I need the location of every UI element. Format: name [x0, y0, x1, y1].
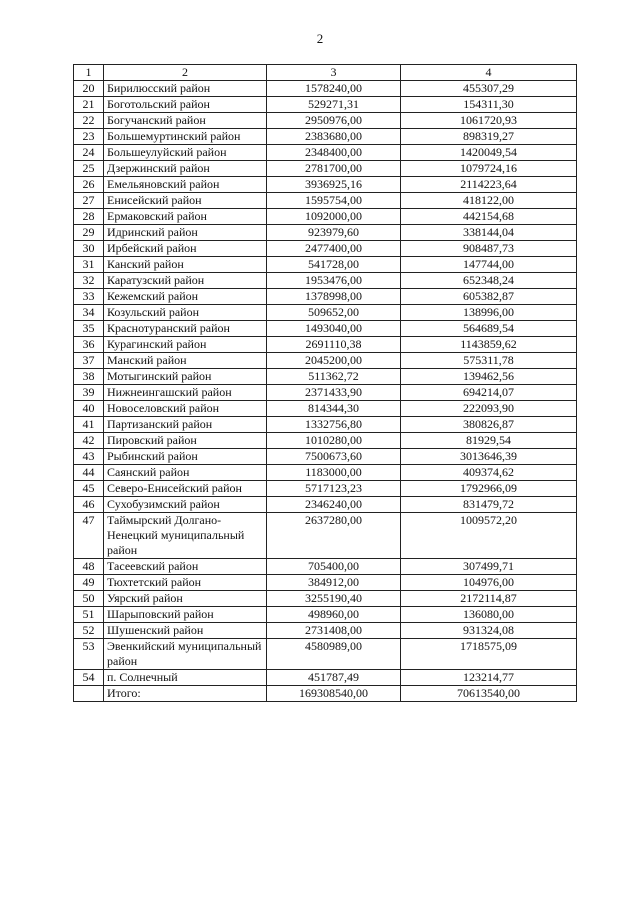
col4-value-cell: 138996,00 [401, 305, 577, 321]
number-cell: 20 [74, 81, 104, 97]
col4-value-cell: 222093,90 [401, 401, 577, 417]
district-name-cell: Курагинский район [104, 337, 267, 353]
number-cell: 29 [74, 225, 104, 241]
col3-value-cell: 2637280,00 [267, 513, 401, 559]
district-name-cell: Нижнеингашский район [104, 385, 267, 401]
col4-value-cell: 908487,73 [401, 241, 577, 257]
col3-value-cell: 2781700,00 [267, 161, 401, 177]
number-cell: 41 [74, 417, 104, 433]
district-name-cell: Мотыгинский район [104, 369, 267, 385]
district-name-cell: Емельяновский район [104, 177, 267, 193]
col3-value-cell: 1595754,00 [267, 193, 401, 209]
table-row [74, 497, 577, 513]
col3-value-cell: 7500673,60 [267, 449, 401, 465]
col3-value-cell: 814344,30 [267, 401, 401, 417]
number-cell: 23 [74, 129, 104, 145]
district-name-cell: Бирилюсский район [104, 81, 267, 97]
header-col-1: 1 [74, 65, 104, 81]
col4-value-cell: 2114223,64 [401, 177, 577, 193]
col3-value-cell: 2045200,00 [267, 353, 401, 369]
col4-value-cell: 81929,54 [401, 433, 577, 449]
number-cell: 31 [74, 257, 104, 273]
page-number: 2 [316, 31, 324, 46]
number-cell: 33 [74, 289, 104, 305]
header-col-2: 2 [104, 65, 267, 81]
col4-value-cell: 652348,24 [401, 273, 577, 289]
col3-value-cell: 705400,00 [267, 559, 401, 575]
number-cell: 47 [74, 513, 104, 559]
col4-value-cell: 898319,27 [401, 129, 577, 145]
number-cell: 30 [74, 241, 104, 257]
number-cell: 52 [74, 623, 104, 639]
col3-value-cell: 2691110,38 [267, 337, 401, 353]
col4-value-cell: 931324,08 [401, 623, 577, 639]
table-row [74, 623, 577, 639]
col4-value-cell: 380826,87 [401, 417, 577, 433]
col3-value-cell: 511362,72 [267, 369, 401, 385]
district-name-cell: Сухобузимский район [104, 497, 267, 513]
district-name-cell: п. Солнечный [104, 670, 267, 686]
table-row [74, 607, 577, 623]
col3-value-cell: 2731408,00 [267, 623, 401, 639]
col4-value-cell: 694214,07 [401, 385, 577, 401]
district-name-cell: Идринский район [104, 225, 267, 241]
district-name-cell: Канский район [104, 257, 267, 273]
number-cell: 51 [74, 607, 104, 623]
col4-value-cell: 147744,00 [401, 257, 577, 273]
district-name-cell: Рыбинский район [104, 449, 267, 465]
header-col-3: 3 [267, 65, 401, 81]
district-name-cell: Партизанский район [104, 417, 267, 433]
table-row [74, 433, 577, 449]
col4-value-cell: 455307,29 [401, 81, 577, 97]
col3-value-cell: 509652,00 [267, 305, 401, 321]
col3-value-cell: 3936925,16 [267, 177, 401, 193]
district-name-cell: Боготольский район [104, 97, 267, 113]
number-cell: 32 [74, 273, 104, 289]
number-cell: 48 [74, 559, 104, 575]
district-name-cell: Таймырский Долгано-Ненецкий муниципальный район [104, 513, 267, 559]
col3-value-cell: 2383680,00 [267, 129, 401, 145]
col4-value-cell: 136080,00 [401, 607, 577, 623]
district-name-cell: Шушенский район [104, 623, 267, 639]
district-name-cell: Кежемский район [104, 289, 267, 305]
col4-value-cell: 123214,77 [401, 670, 577, 686]
col3-value-cell: 498960,00 [267, 607, 401, 623]
col3-value-cell: 541728,00 [267, 257, 401, 273]
col3-value-cell: 2346240,00 [267, 497, 401, 513]
district-name-cell: Большемуртинский район [104, 129, 267, 145]
table-row [74, 401, 577, 417]
col3-value-cell: 451787,49 [267, 670, 401, 686]
number-cell: 49 [74, 575, 104, 591]
table-row [74, 113, 577, 129]
col4-value-cell: 1009572,20 [401, 513, 577, 559]
col3-value-cell: 529271,31 [267, 97, 401, 113]
col4-value-cell: 409374,62 [401, 465, 577, 481]
table-row [74, 161, 577, 177]
col3-value-cell: 2371433,90 [267, 385, 401, 401]
number-cell: 36 [74, 337, 104, 353]
table-row [74, 193, 577, 209]
table-row [74, 591, 577, 607]
col4-value-cell: 831479,72 [401, 497, 577, 513]
col3-value-cell: 4580989,00 [267, 639, 401, 670]
col4-value-cell: 575311,78 [401, 353, 577, 369]
number-cell: 42 [74, 433, 104, 449]
col4-value-cell: 605382,87 [401, 289, 577, 305]
district-name-cell: Манский район [104, 353, 267, 369]
number-cell: 21 [74, 97, 104, 113]
number-cell: 39 [74, 385, 104, 401]
table-row [74, 289, 577, 305]
district-name-cell: Краснотуранский район [104, 321, 267, 337]
col4-value-cell: 139462,56 [401, 369, 577, 385]
table-row [74, 353, 577, 369]
district-name-cell: Ермаковский район [104, 209, 267, 225]
table-row [74, 465, 577, 481]
col4-value-cell: 154311,30 [401, 97, 577, 113]
number-cell: 38 [74, 369, 104, 385]
district-name-cell: Тюхтетский район [104, 575, 267, 591]
col4-value-cell: 3013646,39 [401, 449, 577, 465]
district-name-cell: Эвенкийский муниципальный район [104, 639, 267, 670]
table-row [74, 513, 577, 559]
table-row [74, 209, 577, 225]
number-cell: 26 [74, 177, 104, 193]
table-row [74, 670, 577, 686]
col3-value-cell: 1010280,00 [267, 433, 401, 449]
col4-value-cell: 1718575,09 [401, 639, 577, 670]
table-row [74, 481, 577, 497]
col3-value-cell: 1332756,80 [267, 417, 401, 433]
table-body [74, 81, 577, 686]
col4-value-cell: 1420049,54 [401, 145, 577, 161]
district-name-cell: Новоселовский район [104, 401, 267, 417]
district-name-cell: Большеулуйский район [104, 145, 267, 161]
table-row [74, 337, 577, 353]
district-name-cell: Уярский район [104, 591, 267, 607]
total-col3-cell: 169308540,00 [267, 686, 401, 702]
number-cell: 22 [74, 113, 104, 129]
total-label-cell: Итого: [104, 686, 267, 702]
table-row [74, 225, 577, 241]
number-cell: 35 [74, 321, 104, 337]
col3-value-cell: 1953476,00 [267, 273, 401, 289]
number-cell: 46 [74, 497, 104, 513]
col3-value-cell: 5717123,23 [267, 481, 401, 497]
table-row [74, 417, 577, 433]
table-row [74, 575, 577, 591]
district-name-cell: Козульский район [104, 305, 267, 321]
table-row [74, 129, 577, 145]
col4-value-cell: 1143859,62 [401, 337, 577, 353]
number-cell: 25 [74, 161, 104, 177]
col3-value-cell: 2950976,00 [267, 113, 401, 129]
district-name-cell: Саянский район [104, 465, 267, 481]
table-row [74, 241, 577, 257]
col3-value-cell: 3255190,40 [267, 591, 401, 607]
col4-value-cell: 442154,68 [401, 209, 577, 225]
table-row [74, 305, 577, 321]
col4-value-cell: 338144,04 [401, 225, 577, 241]
col4-value-cell: 1792966,09 [401, 481, 577, 497]
number-cell: 24 [74, 145, 104, 161]
col4-value-cell: 1061720,93 [401, 113, 577, 129]
table-row [74, 559, 577, 575]
district-name-cell: Тасеевский район [104, 559, 267, 575]
number-cell: 54 [74, 670, 104, 686]
district-name-cell: Каратузский район [104, 273, 267, 289]
header-row [74, 65, 577, 81]
col4-value-cell: 418122,00 [401, 193, 577, 209]
header-col-4: 4 [401, 65, 577, 81]
table-row [74, 273, 577, 289]
total-number-cell [74, 686, 104, 702]
col4-value-cell: 564689,54 [401, 321, 577, 337]
table-row [74, 97, 577, 113]
table-row [74, 81, 577, 97]
number-cell: 43 [74, 449, 104, 465]
table-row [74, 145, 577, 161]
district-name-cell: Шарыповский район [104, 607, 267, 623]
table-row [74, 449, 577, 465]
district-name-cell: Пировский район [104, 433, 267, 449]
total-row [74, 686, 577, 702]
number-cell: 37 [74, 353, 104, 369]
table-footer [74, 686, 577, 702]
table-header [74, 65, 577, 81]
col3-value-cell: 2348400,00 [267, 145, 401, 161]
number-cell: 53 [74, 639, 104, 670]
allocation-table [73, 64, 577, 702]
table-row [74, 639, 577, 670]
number-cell: 34 [74, 305, 104, 321]
col3-value-cell: 1378998,00 [267, 289, 401, 305]
col4-value-cell: 1079724,16 [401, 161, 577, 177]
col3-value-cell: 1183000,00 [267, 465, 401, 481]
table-row [74, 321, 577, 337]
table-row [74, 257, 577, 273]
number-cell: 50 [74, 591, 104, 607]
col4-value-cell: 2172114,87 [401, 591, 577, 607]
col3-value-cell: 923979,60 [267, 225, 401, 241]
table-row [74, 177, 577, 193]
district-name-cell: Ирбейский район [104, 241, 267, 257]
col3-value-cell: 1092000,00 [267, 209, 401, 225]
total-col4-cell: 70613540,00 [401, 686, 577, 702]
number-cell: 28 [74, 209, 104, 225]
district-name-cell: Енисейский район [104, 193, 267, 209]
col3-value-cell: 2477400,00 [267, 241, 401, 257]
table-row [74, 369, 577, 385]
district-name-cell: Богучанский район [104, 113, 267, 129]
number-cell: 40 [74, 401, 104, 417]
table-row [74, 385, 577, 401]
number-cell: 45 [74, 481, 104, 497]
number-cell: 44 [74, 465, 104, 481]
col3-value-cell: 384912,00 [267, 575, 401, 591]
col3-value-cell: 1493040,00 [267, 321, 401, 337]
col3-value-cell: 1578240,00 [267, 81, 401, 97]
col4-value-cell: 104976,00 [401, 575, 577, 591]
district-name-cell: Северо-Енисейский район [104, 481, 267, 497]
col4-value-cell: 307499,71 [401, 559, 577, 575]
district-name-cell: Дзержинский район [104, 161, 267, 177]
number-cell: 27 [74, 193, 104, 209]
